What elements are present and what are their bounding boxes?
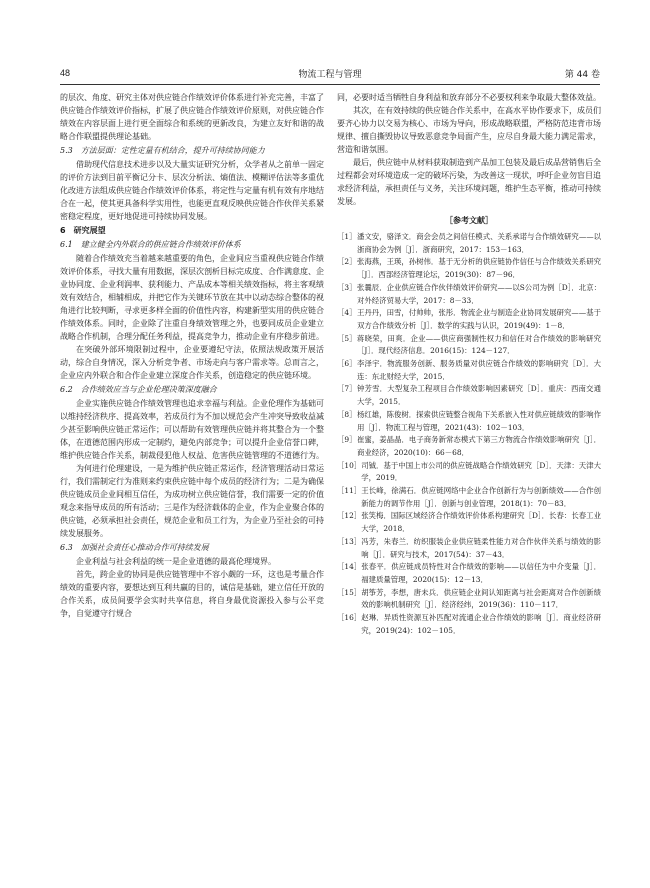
reference-item (337, 358, 601, 383)
paragraph-secondly: 其次，在有效持续的供应链合作关系中，在高水平协作要求下，成员们要齐心协力以交易为核心、市场为导向，形成战略联盟，严格防范违背市场规律、擅自撕毁协议导致恶意竞争局面产生，应尽自身最大能力满足需求，营造和谐氛围。 (337, 106, 601, 154)
reference-number: ［9］ (337, 435, 357, 445)
page-number: 48 (60, 68, 71, 78)
reference-text: 冯芳，朱春兰．纺织服装企业供应链柔性能力对合作伙伴关系与绩效的影响［J］．研究与技术，2017(54)：37－43． (361, 536, 601, 559)
reference-text: 张海燕，王瑛，孙树伟．基于无分析的供应链协作信任与合作绩效关系研究［J］．西部经济管理论坛，2019(30)：87－96． (357, 257, 601, 280)
paragraph-intro: 的层次、角度、研究主体对供应链合作绩效评价体系进行补充完善，丰富了供应链合作绩效评价指标，扩展了供应链合作绩效评价原则，对供应链合作绩效在内容层面上进行更全面综合和系统的更新改良，为建立友好和谐的战略合作联盟提供理论基础。 (60, 93, 324, 141)
volume-label: 第 44 卷 (564, 70, 600, 80)
references-title: ［参考文献］ (445, 216, 493, 225)
reference-text: 赵琳．异质性资源互补匹配对流通企业合作绩效的影响［J］．商业经济研究，2019(24)：102－105． (361, 613, 601, 635)
reference-number: ［15］ (337, 587, 362, 597)
reference-item (337, 587, 601, 612)
reference-number: ［6］ (337, 359, 357, 369)
reference-list (337, 231, 601, 638)
reference-number: ［10］ (337, 460, 362, 470)
reference-text: 张笑梅．国际区域经济合作绩效评价体系构建研究［D］．长春：长春工业大学，2018． (361, 511, 601, 534)
reference-text: 李泽宇．物流服务创新、服务质量对供应链合作绩效的影响研究［D］．大连：东北财经大学，2015． (357, 359, 601, 381)
paragraph-continued: 同，必要时适当牺牲自身利益和放弃部分不必要权利来争取最大整体效益。 (337, 93, 601, 102)
reference-text: 王长峰，徐满石．供应链网络中企业合作创新行为与创新绩效——合作创新能力的调节作用［J］．创新与创业管理，2018(1)：70－83． (361, 486, 601, 508)
reference-number: ［11］ (337, 486, 362, 496)
reference-item (337, 256, 601, 281)
reference-item (337, 333, 601, 358)
reference-item (337, 409, 601, 434)
reference-number: ［16］ (337, 613, 362, 623)
reference-number: ［1］ (337, 232, 357, 241)
paragraph-6-3b: 首先，跨企业的协同是供应链管理中不容小觑的一环，这也是考量合作绩效的重要内容，要想达到互利共赢的目的，诚信是基础，建立信任开放的合作关系，成员间要学会实时共享信息，将自身最优资源投入参与公平竞争，自觉遵守行规合 (60, 570, 324, 618)
reference-text: 钟芳雪．大型复杂工程项目合作绩效影响因素研究［D］．重庆：西南交通大学，2015． (357, 384, 601, 407)
reference-item (337, 536, 601, 561)
paragraph-5-3: 借助现代信息技术进步以及大量实证研究分析，众学者从之前单一固定的评价方法到目前平衡记分卡、层次分析法、熵值法、模糊评估法等多重优化改进方法组成供应链合作绩效评价体系，将定性与定量有机有效有序地结合在一起，使其更具备科学实用性，也能更直观反映供应链合作伙伴关系紧密稳定程度，更好地促进可持续协同发展。 (60, 160, 324, 221)
reference-item (337, 434, 601, 459)
reference-number: ［14］ (337, 562, 362, 572)
reference-text: 杨红雄，陈俊树．探索供应链整合视角下关系嵌入性对供应链绩效的影响作用［J］．物流工程与管理，2021(43)：102－103． (357, 409, 601, 432)
section-heading-6-3: 6.3 加强社会责任心推动合作可持续发展 (60, 543, 209, 552)
reference-number: ［13］ (337, 536, 362, 546)
reference-text: 崔蜜，姜晶晶．电子商务新常态模式下第三方物流合作绩效影响研究［J］．商业经济，2020(10)：66－68． (357, 435, 601, 457)
reference-item (337, 282, 601, 307)
journal-title: 物流工程与管理 (298, 70, 362, 80)
reference-text: 王丹丹，田雪，付帅帅，张彤．物流企业与制造企业协同发展研究——基于双方合作绩效分析［J］．数学的实践与认识，2019(49)：1－8． (357, 308, 601, 330)
section-heading-6-1: 6.1 建立健全内外联合的供应链合作绩效评价体系 (60, 240, 241, 249)
reference-number: ［5］ (337, 333, 357, 343)
paragraph-6-3a: 企业利益与社会利益的统一是企业道德的最高伦理境界。 (76, 557, 276, 566)
section-heading-6: 6 研究展望 (60, 226, 106, 235)
section-heading-6-2: 6.2 合作绩效应当与企业伦理决策深度融合 (60, 385, 217, 394)
reference-number: ［8］ (337, 409, 357, 419)
reference-item (337, 561, 601, 586)
reference-text: 胡筝芳，李想，唐未兵．供应链企业间认知距离与社会距离对合作创新绩效的影响机制研究［J］．经济经纬，2019(36)：110－117． (361, 587, 601, 610)
reference-text: 司铖．基于中国上市公司的供应链战略合作绩效研究［D］．天津：天津大学，2019． (361, 460, 601, 483)
reference-text: 蒋晓荣，田爽．企业——供应商强制性权力和信任对合作绩效的影响研究［J］．现代经济信息．2016(15)：124－127． (357, 333, 601, 356)
paragraph-6-1b: 在突破外部环境限制过程中，企业要遵纪守法，依照法规政策开展活动，综合自身情况，深入分析竞争者、市场走向与客户需求等。总而言之，企业应内外联合和合作企业建立深度合作关系，创造稳定的供应链环境。 (60, 345, 324, 380)
paragraph-6-2a: 企业实施供应链合作绩效管理也追求幸福与利益。企业伦理作为基础可以维持经济秩序、提高效率，若成员行为不加以规范会产生冲突导致收益减少甚至影响供应链正常运作；可以帮助有效管理供应链并将其整合为一个整体，在道德范围内形成一定制约，避免内部竞争；可以提升企业信誉口碑，维护供应链合作关系，制裁侵犯他人权益、危害供应链管理的不道德行为。 (60, 399, 324, 460)
reference-item (337, 460, 601, 485)
left-column (60, 91, 324, 867)
reference-text: 张曩辰．企业供应链合作伙伴绩效评价研究——以S公司为例［D］．北京：对外经济贸易大学，2017：8－33． (357, 282, 601, 305)
reference-number: ［12］ (337, 511, 362, 521)
page-header (60, 66, 600, 82)
reference-item (337, 612, 601, 637)
header-rule (60, 84, 600, 85)
reference-text: 潘文安，骆泽文．商会会员之间信任模式、关系承诺与合作绩效研究——以浙商协会为例［J］．浙商研究，2017：153－163． (357, 232, 601, 254)
reference-number: ［3］ (337, 282, 357, 292)
reference-item (337, 307, 601, 332)
paragraph-6-2b: 为何进行伦理建设，一是为维护供应链正常运作，经济管理活动日常运行，我们需制定行为准则来约束供应链中每个成员的经济行为；二是为确保供应链成员企业间相互信任，为成功树立供应链信誉，我们需要一定的价值观念来指导成员的所有活动；三是作为经济载体的企业，作为企业聚合体的供应链，必须承担社会责任，规范企业和员工行为，为企业乃至社会的可持续发展服务。 (60, 464, 324, 538)
section-heading-5-3: 5.3 方法层面：定性定量有机结合，提升可持续协同能力 (60, 146, 265, 155)
reference-item (337, 383, 601, 408)
reference-item (337, 485, 601, 510)
reference-number: ［4］ (337, 308, 357, 318)
reference-item (337, 231, 601, 256)
reference-item (337, 510, 601, 535)
right-column (337, 91, 601, 865)
reference-text: 张春平．供应链成员特性对合作绩效的影响——以信任为中介变量［J］．福建质量管理，2020(15)：12－13． (361, 562, 601, 584)
paragraph-finally: 最后，供应链中从材料获取制造到产品加工包装及最后成品营销售后全过程都会对环境造成一定的破坏污染，为改善这一现状，呼吁企业勿盲目追求经济利益，承担责任与义务，关注环境问题，维护生态平衡，推动可持续发展。 (337, 158, 601, 206)
reference-number: ［2］ (337, 257, 357, 267)
paragraph-6-1a: 随着合作绩效充当着越来越重要的角色，企业间应当重视供应链合作绩效评价体系，寻找大量有用数据，深层次剖析目标完成度、合作满意度、企业协同度、企业利润率、获利能力、产品成本等相关绩效指标，将主客观绩效有效结合，相辅相成，并把它作为关键环节放在其中以动态综合整体的视角进行比较判断，寻求更多样全面的价值性内容，构建新型实用的供应链合作绩效体系。同时，企业除了注重自身绩效管理之外，也要同成员企业建立战略合作机制，合理分配任务利益，提高竞争力，推动企业有序稳步前进。 (60, 254, 324, 341)
reference-number: ［7］ (337, 384, 357, 394)
